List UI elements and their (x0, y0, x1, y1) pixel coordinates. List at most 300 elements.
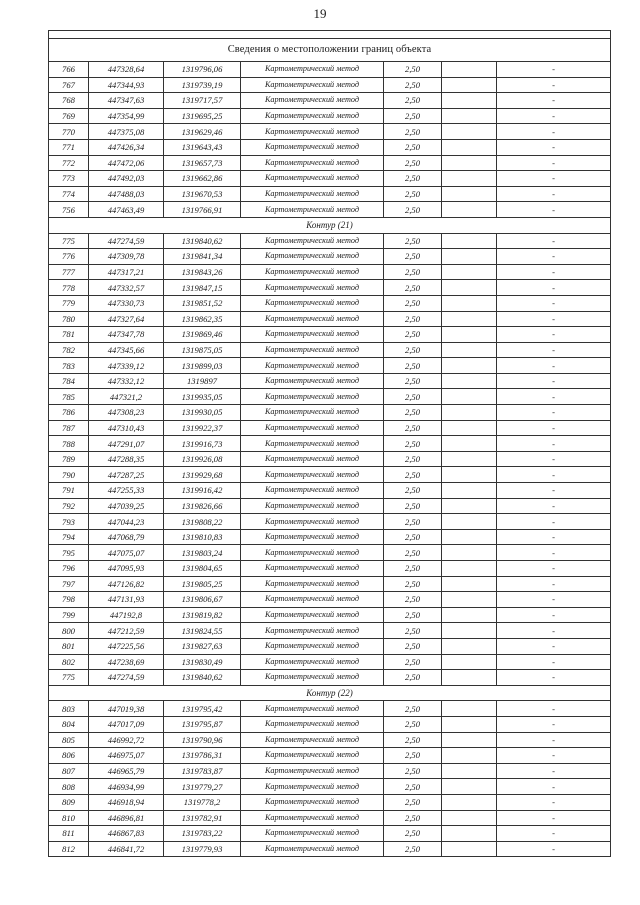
table-row (49, 670, 611, 686)
cell-point-number: 812 (49, 841, 89, 857)
cell-method: Картометрический метод (241, 732, 384, 748)
cell-coord-y: 1319862,35 (164, 311, 241, 327)
cell-point-number: 773 (49, 171, 89, 187)
table-row (49, 841, 611, 857)
cell-coord-y: 1319843,26 (164, 264, 241, 280)
cell-extra (442, 732, 497, 748)
cell-coord-y: 1319916,42 (164, 483, 241, 499)
cell-accuracy: 2,50 (384, 77, 442, 93)
cell-extra (442, 654, 497, 670)
cell-coord-y: 1319826,66 (164, 498, 241, 514)
table-title-row (49, 39, 611, 62)
cell-point-number: 776 (49, 249, 89, 265)
cell-coord-x: 447354,99 (89, 108, 164, 124)
table-row (49, 561, 611, 577)
cell-method: Картометрический метод (241, 623, 384, 639)
cell-method: Картометрический метод (241, 545, 384, 561)
cell-description: - (497, 701, 611, 717)
cell-coord-y: 1319930,05 (164, 405, 241, 421)
cell-description: - (497, 451, 611, 467)
cell-accuracy: 2,50 (384, 810, 442, 826)
table-row (49, 62, 611, 78)
cell-coord-y: 1319847,15 (164, 280, 241, 296)
cell-coord-y: 1319782,91 (164, 810, 241, 826)
cell-coord-x: 446934,99 (89, 779, 164, 795)
cell-method: Картометрический метод (241, 124, 384, 140)
table-row (49, 186, 611, 202)
cell-accuracy: 2,50 (384, 545, 442, 561)
cell-extra (442, 249, 497, 265)
cell-description: - (497, 654, 611, 670)
cell-description: - (497, 311, 611, 327)
cell-description: - (497, 420, 611, 436)
cell-accuracy: 2,50 (384, 467, 442, 483)
cell-coord-x: 447345,66 (89, 342, 164, 358)
cell-coord-x: 447225,56 (89, 638, 164, 654)
table-row (49, 420, 611, 436)
cell-coord-y: 1319643,43 (164, 139, 241, 155)
cell-extra (442, 561, 497, 577)
cell-accuracy: 2,50 (384, 108, 442, 124)
cell-description: - (497, 436, 611, 452)
cell-coord-x: 447344,93 (89, 77, 164, 93)
cell-coord-y: 1319779,93 (164, 841, 241, 857)
cell-point-number: 775 (49, 233, 89, 249)
cell-accuracy: 2,50 (384, 327, 442, 343)
cell-description: - (497, 826, 611, 842)
cell-accuracy: 2,50 (384, 373, 442, 389)
cell-coord-y: 1319916,73 (164, 436, 241, 452)
cell-method: Картометрический метод (241, 420, 384, 436)
cell-coord-y: 1319783,22 (164, 826, 241, 842)
cell-accuracy: 2,50 (384, 186, 442, 202)
cell-coord-x: 447192,8 (89, 607, 164, 623)
cell-coord-x: 447131,93 (89, 592, 164, 608)
cell-point-number: 810 (49, 810, 89, 826)
table-row (49, 108, 611, 124)
cell-description: - (497, 794, 611, 810)
cell-description: - (497, 295, 611, 311)
cell-method: Картометрический метод (241, 62, 384, 78)
cell-coord-y: 1319922,37 (164, 420, 241, 436)
table-row (49, 529, 611, 545)
cell-description: - (497, 108, 611, 124)
cell-method: Картометрический метод (241, 514, 384, 530)
cell-extra (442, 467, 497, 483)
cell-extra (442, 716, 497, 732)
cell-method: Картометрический метод (241, 233, 384, 249)
cell-point-number: 791 (49, 483, 89, 499)
table-row (49, 139, 611, 155)
cell-point-number: 783 (49, 358, 89, 374)
cell-coord-y: 1319926,08 (164, 451, 241, 467)
cell-extra (442, 108, 497, 124)
cell-coord-x: 447492,03 (89, 171, 164, 187)
cell-description: - (497, 732, 611, 748)
table-row (49, 498, 611, 514)
cell-point-number: 793 (49, 514, 89, 530)
cell-accuracy: 2,50 (384, 171, 442, 187)
cell-description: - (497, 171, 611, 187)
table-row (49, 826, 611, 842)
cell-description: - (497, 249, 611, 265)
cell-extra (442, 124, 497, 140)
cell-accuracy: 2,50 (384, 420, 442, 436)
cell-coord-y: 1319841,34 (164, 249, 241, 265)
cell-method: Картометрический метод (241, 139, 384, 155)
table-row (49, 202, 611, 218)
cell-method: Картометрический метод (241, 670, 384, 686)
cell-accuracy: 2,50 (384, 514, 442, 530)
cell-method: Картометрический метод (241, 358, 384, 374)
cell-extra (442, 93, 497, 109)
table-row (49, 716, 611, 732)
cell-point-number: 795 (49, 545, 89, 561)
cell-point-number: 807 (49, 763, 89, 779)
cell-extra (442, 311, 497, 327)
cell-description: - (497, 670, 611, 686)
cell-point-number: 767 (49, 77, 89, 93)
cell-accuracy: 2,50 (384, 623, 442, 639)
cell-point-number: 804 (49, 716, 89, 732)
cell-accuracy: 2,50 (384, 233, 442, 249)
cell-coord-x: 446867,83 (89, 826, 164, 842)
cell-extra (442, 186, 497, 202)
cell-description: - (497, 810, 611, 826)
cell-accuracy: 2,50 (384, 763, 442, 779)
table-row (49, 763, 611, 779)
cell-method: Картометрический метод (241, 295, 384, 311)
cell-point-number: 782 (49, 342, 89, 358)
cell-extra (442, 77, 497, 93)
cell-point-number: 798 (49, 592, 89, 608)
cell-accuracy: 2,50 (384, 405, 442, 421)
cell-accuracy: 2,50 (384, 124, 442, 140)
cell-extra (442, 389, 497, 405)
cell-point-number: 796 (49, 561, 89, 577)
cell-point-number: 770 (49, 124, 89, 140)
cell-extra (442, 638, 497, 654)
cell-coord-x: 447126,82 (89, 576, 164, 592)
cell-description: - (497, 342, 611, 358)
cell-extra (442, 545, 497, 561)
cell-description: - (497, 779, 611, 795)
cell-coord-y: 1319840,62 (164, 670, 241, 686)
cell-coord-y: 1319766,91 (164, 202, 241, 218)
cell-method: Картометрический метод (241, 249, 384, 265)
cell-accuracy: 2,50 (384, 62, 442, 78)
table-row (49, 638, 611, 654)
cell-coord-x: 447472,06 (89, 155, 164, 171)
cell-coord-y: 1319851,52 (164, 295, 241, 311)
cell-coord-x: 447288,35 (89, 451, 164, 467)
cell-coord-y: 1319869,46 (164, 327, 241, 343)
cell-description: - (497, 233, 611, 249)
cell-description: - (497, 155, 611, 171)
cell-accuracy: 2,50 (384, 389, 442, 405)
cell-coord-x: 447375,08 (89, 124, 164, 140)
cell-description: - (497, 264, 611, 280)
cell-accuracy: 2,50 (384, 638, 442, 654)
table-row (49, 623, 611, 639)
cell-point-number: 772 (49, 155, 89, 171)
cell-coord-y: 1319897 (164, 373, 241, 389)
cell-coord-x: 447327,64 (89, 311, 164, 327)
cell-extra (442, 483, 497, 499)
cell-coord-x: 447332,12 (89, 373, 164, 389)
cell-description: - (497, 373, 611, 389)
cell-accuracy: 2,50 (384, 748, 442, 764)
cell-accuracy: 2,50 (384, 841, 442, 857)
cell-description: - (497, 77, 611, 93)
cell-accuracy: 2,50 (384, 701, 442, 717)
cell-coord-x: 447426,34 (89, 139, 164, 155)
cell-coord-x: 447321,2 (89, 389, 164, 405)
cell-method: Картометрический метод (241, 467, 384, 483)
cell-coord-y: 1319695,25 (164, 108, 241, 124)
cell-coord-x: 447075,07 (89, 545, 164, 561)
cell-extra (442, 623, 497, 639)
cell-point-number: 780 (49, 311, 89, 327)
cell-point-number: 790 (49, 467, 89, 483)
cell-method: Картометрический метод (241, 171, 384, 187)
cell-coord-x: 446965,79 (89, 763, 164, 779)
cell-accuracy: 2,50 (384, 498, 442, 514)
cell-point-number: 777 (49, 264, 89, 280)
cell-extra (442, 498, 497, 514)
cell-method: Картометрический метод (241, 93, 384, 109)
cell-coord-x: 447309,78 (89, 249, 164, 265)
cell-point-number: 800 (49, 623, 89, 639)
cell-description: - (497, 139, 611, 155)
cell-description: - (497, 498, 611, 514)
table-row (49, 467, 611, 483)
cell-coord-y: 1319657,73 (164, 155, 241, 171)
cell-coord-x: 446918,94 (89, 794, 164, 810)
cell-coord-x: 447068,79 (89, 529, 164, 545)
cell-point-number: 792 (49, 498, 89, 514)
cell-description: - (497, 545, 611, 561)
cell-method: Картометрический метод (241, 716, 384, 732)
cell-accuracy: 2,50 (384, 654, 442, 670)
cell-extra (442, 139, 497, 155)
cell-coord-y: 1319795,87 (164, 716, 241, 732)
cell-description: - (497, 280, 611, 296)
cell-method: Картометрический метод (241, 186, 384, 202)
cell-description: - (497, 202, 611, 218)
cell-description: - (497, 561, 611, 577)
cell-coord-x: 447488,03 (89, 186, 164, 202)
cell-coord-y: 1319783,87 (164, 763, 241, 779)
table-row (49, 436, 611, 452)
cell-description: - (497, 405, 611, 421)
table-row (49, 483, 611, 499)
cell-accuracy: 2,50 (384, 342, 442, 358)
cell-coord-y: 1319670,53 (164, 186, 241, 202)
table-row (49, 264, 611, 280)
cell-accuracy: 2,50 (384, 794, 442, 810)
cell-coord-y: 1319795,42 (164, 701, 241, 717)
cell-extra (442, 841, 497, 857)
cell-extra (442, 358, 497, 374)
cell-extra (442, 607, 497, 623)
cell-description: - (497, 623, 611, 639)
table-row (49, 171, 611, 187)
cell-extra (442, 529, 497, 545)
cell-coord-x: 447308,23 (89, 405, 164, 421)
cell-point-number: 771 (49, 139, 89, 155)
cell-coord-x: 446992,72 (89, 732, 164, 748)
cell-method: Картометрический метод (241, 654, 384, 670)
cell-extra (442, 171, 497, 187)
cell-method: Картометрический метод (241, 327, 384, 343)
cell-description: - (497, 514, 611, 530)
cell-description: - (497, 467, 611, 483)
cell-coord-y: 1319819,82 (164, 607, 241, 623)
table-title: Сведения о местоположении границ объекта (49, 39, 611, 62)
cell-method: Картометрический метод (241, 763, 384, 779)
cell-accuracy: 2,50 (384, 295, 442, 311)
cell-point-number: 784 (49, 373, 89, 389)
table-row (49, 249, 611, 265)
boundary-coordinates-table (48, 30, 611, 857)
cell-coord-x: 447287,25 (89, 467, 164, 483)
cell-coord-x: 447044,23 (89, 514, 164, 530)
cell-extra (442, 826, 497, 842)
cell-coord-x: 447095,93 (89, 561, 164, 577)
cell-coord-x: 446975,07 (89, 748, 164, 764)
cell-extra (442, 295, 497, 311)
cell-coord-y: 1319840,62 (164, 233, 241, 249)
cell-coord-x: 447274,59 (89, 670, 164, 686)
table-row (49, 342, 611, 358)
table-row (49, 77, 611, 93)
cell-coord-y: 1319786,31 (164, 748, 241, 764)
cell-accuracy: 2,50 (384, 451, 442, 467)
cell-extra (442, 701, 497, 717)
cell-coord-x: 447017,09 (89, 716, 164, 732)
cell-method: Картометрический метод (241, 405, 384, 421)
cell-coord-x: 447317,21 (89, 264, 164, 280)
cell-point-number: 789 (49, 451, 89, 467)
table-row (49, 779, 611, 795)
table-row (49, 358, 611, 374)
cell-extra (442, 420, 497, 436)
cell-point-number: 805 (49, 732, 89, 748)
cell-accuracy: 2,50 (384, 670, 442, 686)
cell-description: - (497, 358, 611, 374)
cell-extra (442, 233, 497, 249)
cell-accuracy: 2,50 (384, 716, 442, 732)
table-row (49, 295, 611, 311)
cell-accuracy: 2,50 (384, 576, 442, 592)
table-row (49, 576, 611, 592)
cell-extra (442, 405, 497, 421)
cell-coord-y: 1319803,24 (164, 545, 241, 561)
cell-point-number: 808 (49, 779, 89, 795)
cell-method: Картометрический метод (241, 779, 384, 795)
cell-method: Картометрический метод (241, 342, 384, 358)
cell-point-number: 756 (49, 202, 89, 218)
contour-header-row (49, 217, 611, 233)
cell-coord-y: 1319717,57 (164, 93, 241, 109)
cell-accuracy: 2,50 (384, 155, 442, 171)
cell-description: - (497, 748, 611, 764)
cell-point-number: 809 (49, 794, 89, 810)
cell-accuracy: 2,50 (384, 732, 442, 748)
cell-extra (442, 748, 497, 764)
cell-method: Картометрический метод (241, 389, 384, 405)
cell-coord-y: 1319830,49 (164, 654, 241, 670)
cell-coord-x: 447212,59 (89, 623, 164, 639)
cell-method: Картометрический метод (241, 155, 384, 171)
cell-coord-y: 1319790,96 (164, 732, 241, 748)
cell-method: Картометрический метод (241, 202, 384, 218)
page-number: 19 (313, 6, 327, 21)
table-row (49, 545, 611, 561)
cell-method: Картометрический метод (241, 576, 384, 592)
cell-point-number: 779 (49, 295, 89, 311)
cell-method: Картометрический метод (241, 607, 384, 623)
cell-point-number: 803 (49, 701, 89, 717)
cell-method: Картометрический метод (241, 592, 384, 608)
cell-extra (442, 451, 497, 467)
table-row (49, 405, 611, 421)
cell-method: Картометрический метод (241, 794, 384, 810)
cell-coord-x: 447255,33 (89, 483, 164, 499)
cell-extra (442, 670, 497, 686)
cell-accuracy: 2,50 (384, 264, 442, 280)
table-row (49, 233, 611, 249)
cell-coord-x: 447019,38 (89, 701, 164, 717)
cell-coord-y: 1319629,46 (164, 124, 241, 140)
cell-method: Картометрический метод (241, 436, 384, 452)
cell-point-number: 787 (49, 420, 89, 436)
contour-label: Контур (22) (49, 685, 611, 701)
cell-point-number: 797 (49, 576, 89, 592)
cell-extra (442, 436, 497, 452)
cell-coord-y: 1319935,05 (164, 389, 241, 405)
cell-coord-y: 1319779,27 (164, 779, 241, 795)
cell-accuracy: 2,50 (384, 561, 442, 577)
cell-method: Картометрический метод (241, 701, 384, 717)
cell-coord-x: 447463,49 (89, 202, 164, 218)
table-row (49, 373, 611, 389)
table-row (49, 311, 611, 327)
cell-coord-x: 447039,25 (89, 498, 164, 514)
table-row (49, 514, 611, 530)
cell-extra (442, 810, 497, 826)
cell-description: - (497, 576, 611, 592)
cell-description: - (497, 638, 611, 654)
cell-description: - (497, 124, 611, 140)
cell-point-number: 785 (49, 389, 89, 405)
cell-description: - (497, 93, 611, 109)
cell-description: - (497, 389, 611, 405)
cell-method: Картометрический метод (241, 810, 384, 826)
cell-coord-x: 447347,63 (89, 93, 164, 109)
cell-point-number: 799 (49, 607, 89, 623)
cell-coord-y: 1319805,25 (164, 576, 241, 592)
cell-coord-x: 447332,57 (89, 280, 164, 296)
cell-accuracy: 2,50 (384, 249, 442, 265)
cell-extra (442, 763, 497, 779)
cell-coord-y: 1319796,06 (164, 62, 241, 78)
cell-coord-y: 1319899,03 (164, 358, 241, 374)
cell-description: - (497, 763, 611, 779)
cell-method: Картометрический метод (241, 108, 384, 124)
cell-coord-y: 1319778,2 (164, 794, 241, 810)
